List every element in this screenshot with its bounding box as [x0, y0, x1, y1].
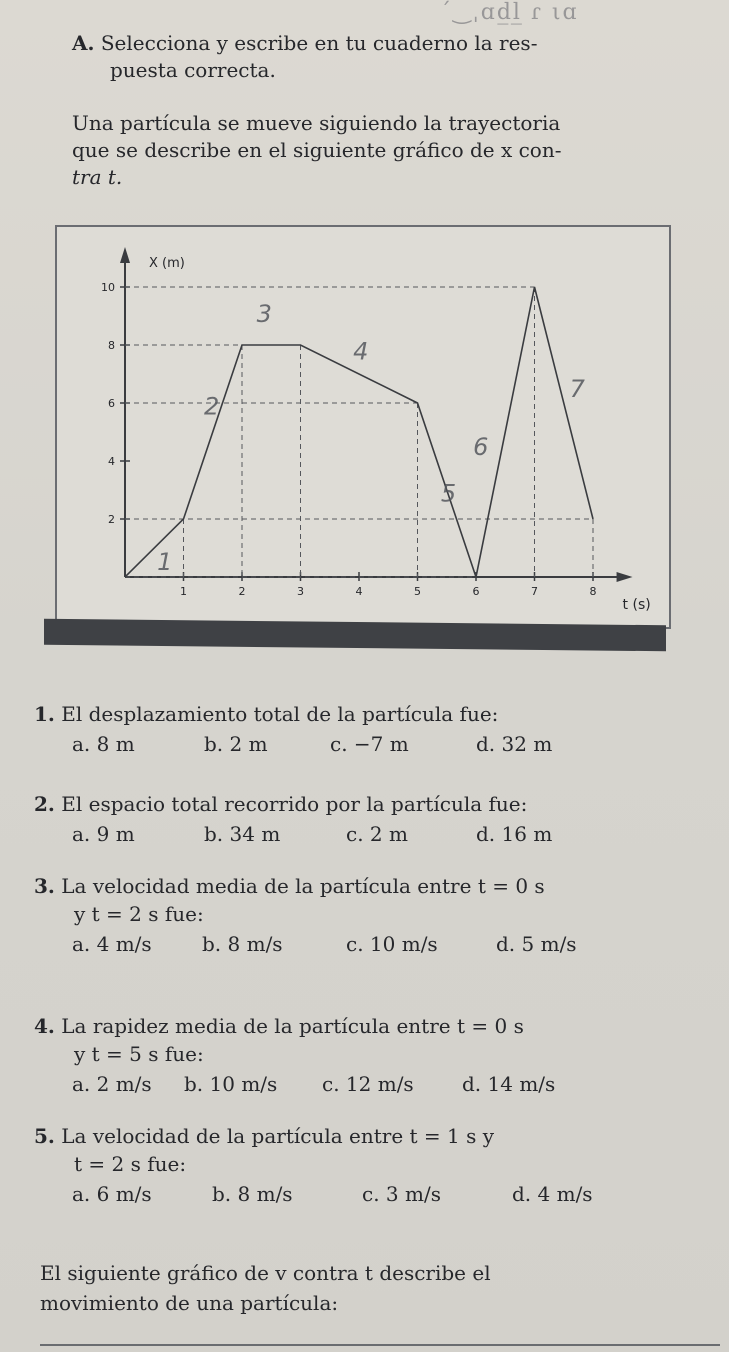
question-text-cont: y t = 5 s fue: — [74, 1042, 204, 1066]
x-tick-label: 6 — [472, 585, 480, 598]
question-text: La velocidad media de la partícula entre t = 0 s — [61, 874, 545, 898]
question-text: La rapidez media de la partícula entre t = 0 s — [61, 1014, 524, 1038]
options-row — [72, 730, 694, 758]
option-b[interactable]: b. 8 m/s — [202, 932, 283, 956]
question-text: El espacio total recorrido por la partícula fue: — [61, 792, 528, 816]
x-tick-label: 4 — [355, 585, 363, 598]
next-graph-top-edge — [40, 1344, 720, 1346]
y-axis-arrow — [120, 247, 130, 263]
question-text: La velocidad de la partícula entre t = 1 s y — [61, 1124, 495, 1148]
y-tick-label: 8 — [108, 339, 115, 352]
option-a[interactable]: a. 9 m — [72, 822, 135, 846]
x-tick-label: 3 — [297, 585, 304, 598]
section-letter: A. — [72, 31, 95, 55]
question-text: El desplazamiento total de la partícula fue: — [61, 702, 499, 726]
option-d[interactable]: d. 32 m — [476, 732, 553, 756]
question-number: 1. — [34, 702, 55, 726]
segment-label: 7 — [569, 375, 585, 404]
question-2 — [34, 790, 694, 848]
option-c[interactable]: c. 2 m — [346, 822, 408, 846]
option-d[interactable]: d. 4 m/s — [512, 1182, 593, 1206]
section-text-line1: Selecciona y escribe en tu cuaderno la res- — [100, 31, 538, 55]
intro-line3: tra t. — [72, 165, 123, 189]
intro-line1: Una partícula se mueve siguiendo la trayectoria — [72, 111, 561, 135]
question-number: 5. — [34, 1124, 55, 1148]
y-tick-label: 2 — [108, 513, 115, 526]
position-time-graph — [55, 225, 671, 629]
question-1 — [34, 700, 694, 758]
segment-label: 2 — [203, 392, 220, 421]
intro-paragraph — [72, 110, 692, 191]
question-text-cont: t = 2 s fue: — [74, 1152, 187, 1176]
handwriting-scribble: ˊ‿ˌɑd̲l̲ ɾ ιɑ — [440, 0, 579, 25]
segment-label: 5 — [440, 479, 457, 508]
question-text-cont: y t = 2 s fue: — [74, 902, 204, 926]
option-c[interactable]: c. 3 m/s — [362, 1182, 441, 1206]
option-d[interactable]: d. 16 m — [476, 822, 553, 846]
option-b[interactable]: b. 2 m — [204, 732, 268, 756]
y-tick-label: 4 — [108, 455, 115, 468]
question-4 — [34, 1012, 694, 1098]
intro-line2: que se describe en el siguiente gráfico de x con- — [72, 138, 562, 162]
section-instruction — [72, 30, 692, 84]
segment-label: 6 — [473, 433, 489, 462]
question-3 — [34, 872, 694, 958]
option-a[interactable]: a. 8 m — [72, 732, 135, 756]
option-d[interactable]: d. 14 m/s — [462, 1072, 556, 1096]
y-tick-label: 6 — [108, 397, 115, 410]
option-b[interactable]: b. 10 m/s — [184, 1072, 278, 1096]
x-tick-label: 7 — [531, 585, 538, 598]
x-tick-label: 8 — [589, 585, 597, 598]
options-row — [72, 1180, 694, 1208]
y-axis-label: X (m) — [149, 256, 185, 271]
options-row — [72, 930, 694, 958]
options-row — [72, 820, 694, 848]
question-5 — [34, 1122, 694, 1208]
trajectory-line — [125, 287, 593, 577]
question-number: 4. — [34, 1014, 55, 1038]
x-axis-arrow — [617, 572, 633, 582]
x-tick-label: 5 — [414, 585, 421, 598]
segment-label: 1 — [157, 547, 173, 576]
closing-line1: El siguiente gráfico de v contra t describe el — [40, 1261, 491, 1285]
option-d[interactable]: d. 5 m/s — [496, 932, 577, 956]
option-a[interactable]: a. 4 m/s — [72, 932, 152, 956]
segment-label: 3 — [256, 299, 272, 328]
segment-label: 4 — [353, 337, 369, 366]
option-b[interactable]: b. 8 m/s — [212, 1182, 293, 1206]
x-axis-label: t (s) — [622, 597, 651, 613]
option-a[interactable]: a. 6 m/s — [72, 1182, 152, 1206]
closing-line2: movimiento de una partícula: — [40, 1291, 339, 1315]
closing-paragraph — [40, 1258, 700, 1318]
option-c[interactable]: c. 12 m/s — [322, 1072, 414, 1096]
option-c[interactable]: c. 10 m/s — [346, 932, 438, 956]
options-row — [72, 1070, 694, 1098]
x-tick-label: 2 — [238, 585, 246, 598]
x-tick-label: 1 — [180, 585, 187, 598]
option-c[interactable]: c. −7 m — [330, 732, 409, 756]
question-number: 3. — [34, 874, 55, 898]
chart-svg — [57, 227, 669, 627]
section-text-line2: puesta correcta. — [110, 58, 276, 82]
graph-shadow-edge — [44, 619, 666, 652]
option-b[interactable]: b. 34 m — [204, 822, 281, 846]
y-tick-label: 10 — [101, 281, 115, 294]
option-a[interactable]: a. 2 m/s — [72, 1072, 152, 1096]
question-number: 2. — [34, 792, 55, 816]
